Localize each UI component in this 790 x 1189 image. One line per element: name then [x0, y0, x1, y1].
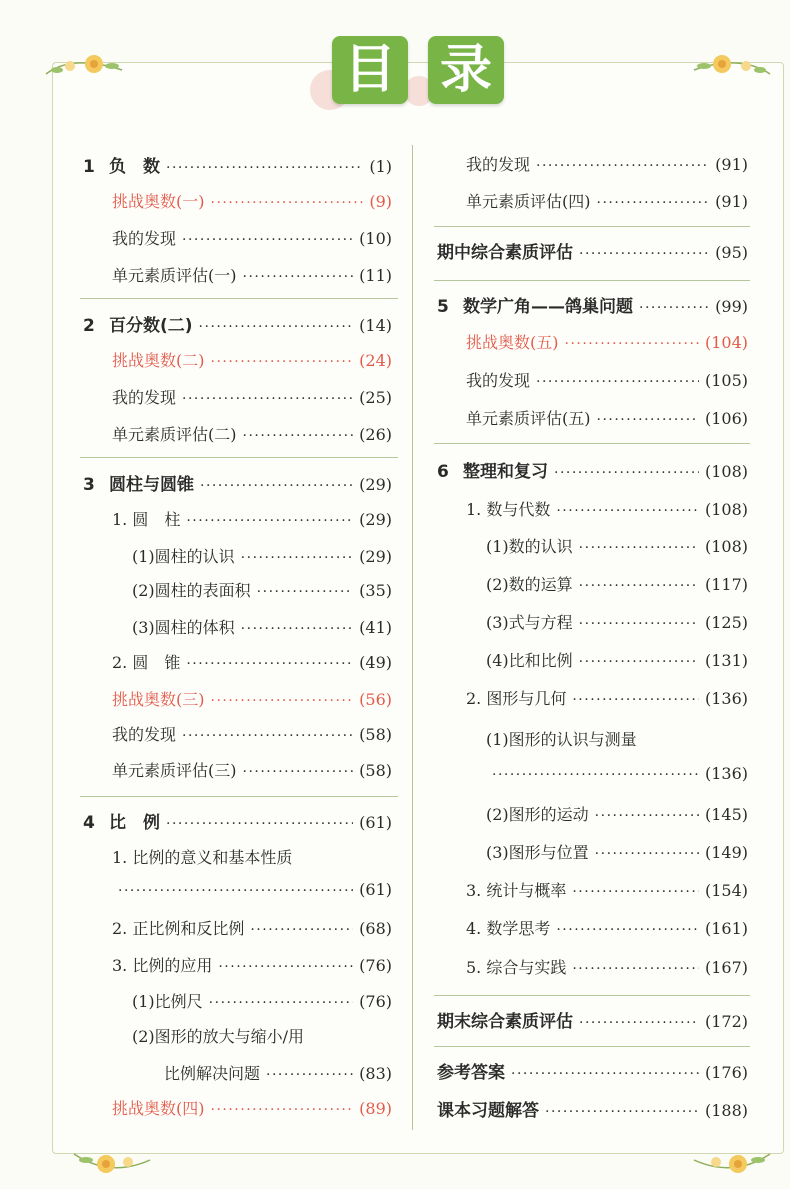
dot-leader — [579, 578, 699, 594]
toc-entry-label — [83, 311, 193, 336]
toc-entry-title: 我的发现 — [112, 725, 177, 744]
dot-leader — [492, 767, 699, 783]
toc-entry[interactable] — [112, 226, 392, 252]
toc-page-number: (24) — [359, 351, 392, 370]
dot-leader — [579, 654, 699, 670]
toc-entry[interactable] — [112, 845, 392, 871]
toc-entry[interactable] — [112, 422, 392, 448]
toc-entry[interactable] — [112, 953, 392, 979]
toc-entry-label — [132, 544, 235, 567]
toc-entry[interactable] — [164, 1061, 392, 1087]
toc-entry-title: 数学广角——鸽巢问题 — [463, 297, 633, 317]
dot-leader — [243, 428, 354, 444]
toc-entry-title: 1. 比例的意义和基本性质 — [112, 848, 293, 867]
column-divider — [412, 145, 413, 1130]
toc-page-number: (29) — [359, 547, 392, 566]
toc-page-number: (56) — [359, 690, 392, 709]
toc-entry[interactable] — [437, 457, 748, 483]
toc-page-number: (35) — [359, 581, 392, 600]
toc-entry-label — [112, 385, 176, 408]
toc-page-number: (125) — [704, 613, 748, 632]
toc-entry[interactable] — [486, 572, 748, 598]
toc-entry-title: 单元素质评估(一) — [112, 266, 237, 285]
section-rule — [434, 1046, 750, 1047]
title-char-1: 目 — [332, 36, 408, 104]
toc-entry-label — [112, 687, 205, 710]
toc-entry[interactable] — [437, 1058, 748, 1084]
dot-leader — [211, 693, 354, 709]
dot-leader — [579, 616, 699, 632]
toc-entry-title: 课本习题解答 — [437, 1101, 539, 1121]
toc-entry-title: 单元素质评估(二) — [112, 425, 237, 444]
dot-leader — [218, 959, 353, 975]
toc-entry-title: (1)圆柱的认识 — [132, 547, 235, 566]
toc-entry-title: 1. 数与代数 — [466, 500, 551, 519]
toc-entry-label — [466, 497, 550, 520]
chapter-number: 3 — [83, 475, 95, 495]
toc-entry[interactable] — [112, 758, 392, 784]
chapter-number: 4 — [83, 813, 95, 833]
toc-entry-label — [112, 650, 180, 673]
toc-page-number: (95) — [715, 243, 748, 262]
toc-entry-title: 挑战奥数(二) — [112, 351, 205, 370]
toc-entry-label — [112, 263, 237, 286]
dot-leader — [182, 391, 353, 407]
toc-entry[interactable] — [486, 727, 748, 753]
toc-entry[interactable] — [437, 238, 748, 264]
toc-entry-label — [466, 916, 550, 939]
section-rule — [434, 226, 750, 227]
dot-leader — [209, 995, 353, 1011]
toc-entry-title: 我的发现 — [466, 155, 531, 174]
dot-leader — [211, 354, 354, 370]
chapter-number: 1 — [83, 157, 95, 177]
toc-page-number: (14) — [359, 316, 392, 335]
toc-page-number: (29) — [359, 475, 392, 494]
toc-page-number: (176) — [704, 1063, 748, 1082]
toc-entry[interactable] — [112, 880, 392, 906]
toc-entry-title: 我的发现 — [466, 371, 531, 390]
toc-entry-title: (3)圆柱的体积 — [132, 618, 235, 637]
dot-leader — [200, 478, 353, 494]
toc-entry[interactable] — [486, 802, 748, 828]
toc-page-number: (167) — [704, 958, 748, 977]
toc-entry-label — [112, 953, 212, 976]
toc-entry[interactable] — [466, 189, 748, 215]
toc-entry-title: 挑战奥数(一) — [112, 192, 205, 211]
toc-entry-label — [486, 534, 573, 557]
dot-leader — [257, 584, 353, 600]
toc-entry-title: (2)图形的放大与缩小/用 — [132, 1027, 305, 1046]
toc-entry-label — [466, 955, 566, 978]
toc-entry-title: 5. 综合与实践 — [466, 958, 567, 977]
toc-entry[interactable] — [132, 578, 392, 604]
toc-page-number: (29) — [359, 510, 392, 529]
toc-page-number: (61) — [359, 813, 392, 832]
dot-leader — [250, 922, 353, 938]
toc-page-number: (49) — [359, 653, 392, 672]
dot-leader — [199, 319, 354, 335]
toc-page-number: (91) — [715, 192, 748, 211]
toc-entry[interactable] — [437, 1096, 748, 1122]
dot-leader — [266, 1067, 353, 1083]
dot-leader — [211, 195, 364, 211]
toc-entry-title: 圆柱与圆锥 — [109, 475, 194, 495]
toc-entry-label — [132, 578, 251, 601]
toc-entry-label — [112, 348, 205, 371]
toc-entry-label — [466, 686, 566, 709]
section-rule — [434, 280, 750, 281]
dot-leader — [536, 374, 699, 390]
toc-entry[interactable] — [486, 648, 748, 674]
toc-entry-title: 3. 统计与概率 — [466, 881, 567, 900]
flower-ornament-icon — [42, 44, 126, 84]
toc-entry-label — [112, 758, 237, 781]
toc-page-number: (25) — [359, 388, 392, 407]
toc-entry-label — [486, 802, 589, 825]
toc-entry-label — [466, 189, 591, 212]
toc-entry[interactable] — [466, 686, 748, 712]
toc-page-number: (91) — [715, 155, 748, 174]
toc-entry[interactable] — [83, 470, 392, 496]
toc-page-number: (99) — [715, 297, 748, 316]
dot-leader — [166, 160, 363, 176]
toc-entry-label — [112, 916, 244, 939]
toc-entry-title: 单元素质评估(四) — [466, 192, 591, 211]
toc-entry-title: 我的发现 — [112, 388, 177, 407]
toc-entry[interactable] — [437, 292, 748, 318]
toc-entry-title: (3)式与方程 — [486, 613, 573, 632]
dot-leader — [554, 465, 699, 481]
dot-leader — [572, 961, 699, 977]
toc-entry-title: 1. 圆 柱 — [112, 510, 181, 529]
toc-page-number: (58) — [359, 761, 392, 780]
toc-page-number: (1) — [369, 157, 392, 176]
toc-page-number: (131) — [704, 651, 748, 670]
toc-entry-title: 2. 圆 锥 — [112, 653, 181, 672]
dot-leader — [118, 883, 353, 899]
toc-entry-label — [486, 840, 589, 863]
toc-page-number: (61) — [359, 880, 392, 899]
dot-leader — [186, 656, 353, 672]
toc-entry-label — [437, 457, 548, 482]
toc-entry-title: 比 例 — [109, 813, 160, 833]
toc-entry[interactable] — [112, 650, 392, 676]
toc-entry-label — [437, 292, 633, 317]
toc-page-number: (136) — [704, 764, 748, 783]
toc-entry-label — [83, 152, 160, 177]
toc-page-number: (104) — [704, 333, 748, 352]
toc-entry-title: (1)图形的认识与测量 — [486, 730, 637, 749]
section-rule — [80, 298, 398, 299]
toc-entry-title: 4. 数学思考 — [466, 919, 551, 938]
toc-entry-title: 百分数(二) — [109, 316, 193, 336]
toc-entry[interactable] — [112, 916, 392, 942]
toc-entry-label — [466, 330, 559, 353]
toc-entry-title: 期末综合素质评估 — [437, 1012, 573, 1032]
toc-entry[interactable] — [83, 311, 392, 337]
dot-leader — [565, 336, 699, 352]
toc-entry-label — [486, 648, 573, 671]
flower-ornament-icon — [70, 1142, 154, 1182]
dot-leader — [166, 816, 353, 832]
toc-entry-label — [466, 368, 530, 391]
toc-entry[interactable] — [132, 989, 392, 1015]
toc-page-number: (83) — [359, 1064, 392, 1083]
toc-page-number: (108) — [704, 500, 748, 519]
toc-page-number: (68) — [359, 919, 392, 938]
toc-page-number: (10) — [359, 229, 392, 248]
toc-entry-label — [83, 470, 194, 495]
dot-leader — [597, 195, 710, 211]
toc-page-number: (9) — [369, 192, 392, 211]
dot-leader — [241, 550, 353, 566]
toc-entry[interactable] — [112, 1096, 392, 1122]
toc-entry-title: 期中综合素质评估 — [437, 243, 573, 263]
dot-leader — [536, 158, 709, 174]
toc-entry-title: 比例解决问题 — [164, 1064, 261, 1083]
toc-entry[interactable] — [486, 840, 748, 866]
toc-page-number: (89) — [359, 1099, 392, 1118]
dot-leader — [182, 728, 353, 744]
toc-entry-label — [437, 238, 573, 263]
toc-entry-label — [83, 808, 160, 833]
toc-page-number: (154) — [704, 881, 748, 900]
toc-entry[interactable] — [132, 615, 392, 641]
toc-entry-label — [112, 722, 176, 745]
toc-entry-label — [437, 1007, 573, 1032]
toc-entry-title: 负 数 — [109, 157, 160, 177]
dot-leader — [639, 300, 709, 316]
toc-entry-label — [466, 406, 591, 429]
toc-entry-title: (3)图形与位置 — [486, 843, 589, 862]
toc-entry[interactable] — [466, 497, 748, 523]
toc-entry[interactable] — [466, 878, 748, 904]
dot-leader — [243, 269, 354, 285]
dot-leader — [579, 246, 709, 262]
dot-leader — [511, 1066, 699, 1082]
chapter-number: 6 — [437, 462, 449, 482]
toc-entry[interactable] — [132, 544, 392, 570]
toc-entry-title: 挑战奥数(三) — [112, 690, 205, 709]
chapter-number: 2 — [83, 316, 95, 336]
toc-page-number: (105) — [704, 371, 748, 390]
toc-page-number: (145) — [704, 805, 748, 824]
toc-entry-label — [132, 989, 203, 1012]
toc-page-number: (161) — [704, 919, 748, 938]
toc-entry[interactable] — [112, 348, 392, 374]
section-rule — [434, 995, 750, 996]
toc-entry[interactable] — [112, 687, 392, 713]
toc-entry-title: 2. 图形与几何 — [466, 689, 567, 708]
toc-entry-title: 整理和复习 — [463, 462, 548, 482]
title-char-2: 录 — [428, 36, 504, 104]
section-rule — [80, 796, 398, 797]
section-rule — [80, 457, 398, 458]
toc-entry-label — [132, 1024, 304, 1047]
toc-page-number: (41) — [359, 618, 392, 637]
toc-entry[interactable] — [112, 263, 392, 289]
toc-page-number: (136) — [704, 689, 748, 708]
toc-entry[interactable] — [466, 955, 748, 981]
toc-entry-label — [112, 845, 292, 868]
toc-entry[interactable] — [112, 385, 392, 411]
dot-leader — [572, 692, 699, 708]
dot-leader — [545, 1104, 699, 1120]
toc-entry-title: (1)数的认识 — [486, 537, 573, 556]
toc-entry-title: (4)比和比例 — [486, 651, 573, 670]
toc-page-number: (106) — [704, 409, 748, 428]
toc-entry-title: (2)图形的运动 — [486, 805, 589, 824]
dot-leader — [595, 808, 699, 824]
toc-entry-label — [112, 507, 180, 530]
dot-leader — [186, 513, 353, 529]
flower-ornament-icon — [690, 44, 774, 84]
toc-entry-title: (2)数的运算 — [486, 575, 573, 594]
toc-entry-label — [164, 1061, 260, 1084]
toc-entry-label — [132, 615, 235, 638]
toc-entry-label — [486, 572, 573, 595]
toc-entry-title: 参考答案 — [437, 1063, 505, 1083]
toc-entry-label — [112, 189, 205, 212]
toc-entry-label — [437, 1096, 539, 1121]
toc-entry-label — [112, 422, 237, 445]
toc-entry-label — [112, 1096, 205, 1119]
dot-leader — [579, 540, 699, 556]
toc-entry[interactable] — [466, 916, 748, 942]
toc-entry[interactable] — [466, 406, 748, 432]
toc-entry-title: (1)比例尺 — [132, 992, 203, 1011]
flower-ornament-icon — [690, 1142, 774, 1182]
toc-entry-title: 我的发现 — [112, 229, 177, 248]
page-title — [332, 36, 507, 104]
toc-entry-title: 单元素质评估(三) — [112, 761, 237, 780]
toc-entry[interactable] — [466, 330, 748, 356]
toc-page-number: (117) — [704, 575, 748, 594]
toc-entry-label — [486, 727, 637, 750]
dot-leader — [595, 846, 699, 862]
toc-page-number: (108) — [704, 537, 748, 556]
toc-page-number: (172) — [704, 1012, 748, 1031]
toc-page-number: (108) — [704, 462, 748, 481]
dot-leader — [572, 884, 699, 900]
toc-entry-label — [466, 152, 530, 175]
dot-leader — [241, 621, 353, 637]
section-rule — [434, 443, 750, 444]
toc-entry-title: 2. 正比例和反比例 — [112, 919, 245, 938]
dot-leader — [556, 922, 699, 938]
dot-leader — [597, 412, 699, 428]
toc-page-number: (26) — [359, 425, 392, 444]
toc-page-number: (188) — [704, 1101, 748, 1120]
toc-entry-title: 挑战奥数(五) — [466, 333, 559, 352]
dot-leader — [182, 232, 353, 248]
toc-entry-title: 3. 比例的应用 — [112, 956, 213, 975]
toc-entry-label — [466, 878, 566, 901]
dot-leader — [556, 503, 699, 519]
toc-entry[interactable] — [466, 152, 748, 178]
toc-entry[interactable] — [466, 368, 748, 394]
toc-page-number: (11) — [359, 266, 392, 285]
toc-entry-label — [437, 1058, 505, 1083]
toc-entry[interactable] — [437, 1007, 748, 1033]
toc-entry-label — [112, 226, 176, 249]
dot-leader — [579, 1015, 699, 1031]
toc-entry[interactable] — [486, 764, 748, 790]
toc-entry[interactable] — [112, 722, 392, 748]
toc-entry-title: 挑战奥数(四) — [112, 1099, 205, 1118]
toc-page-number: (149) — [704, 843, 748, 862]
toc-entry-label — [486, 610, 573, 633]
chapter-number: 5 — [437, 297, 449, 317]
toc-entry[interactable] — [112, 507, 392, 533]
dot-leader — [211, 1102, 354, 1118]
toc-page-number: (58) — [359, 725, 392, 744]
toc-entry[interactable] — [486, 534, 748, 560]
toc-entry[interactable] — [83, 808, 392, 834]
toc-entry[interactable] — [486, 610, 748, 636]
toc-entry[interactable] — [83, 152, 392, 178]
toc-page-number: (76) — [359, 956, 392, 975]
toc-entry[interactable] — [132, 1024, 392, 1050]
dot-leader — [243, 764, 354, 780]
toc-entry-title: (2)圆柱的表面积 — [132, 581, 251, 600]
toc-entry[interactable] — [112, 189, 392, 215]
toc-entry-title: 单元素质评估(五) — [466, 409, 591, 428]
toc-page-number: (76) — [359, 992, 392, 1011]
